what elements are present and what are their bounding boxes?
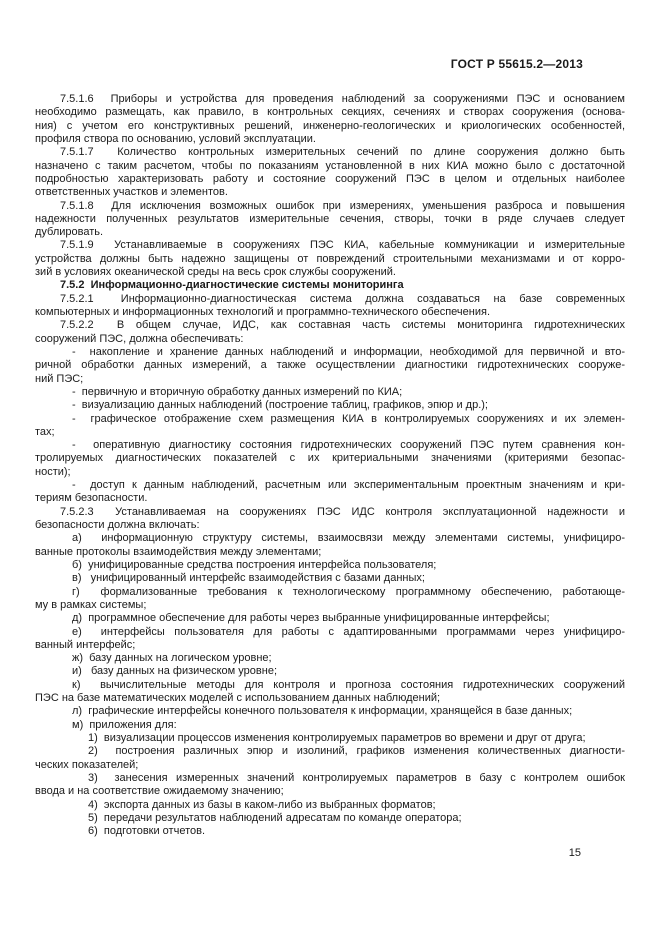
text-line: компьютерных и информационных технологий и программно-технического обеспечения. (35, 306, 490, 318)
list-item: е) интерфейсы пользователя для работы с адаптированными программами через унифициро- (72, 625, 625, 638)
text-line: назначено с таким расчетом, чтобы по показаниям установленной в них КИА можно было с достаточной (35, 159, 625, 172)
sub-list-item: 4) экспорта данных из базы в каком-либо из выбранных форматов; (88, 798, 436, 811)
text-line: ответственных участков и элементов. (35, 186, 228, 199)
list-item: в) унифицированный интерфейс взаимодействия с базами данных; (72, 572, 425, 585)
text-line: му в рамках системы; (35, 598, 147, 611)
sub-list-item: 3) занесения измеренных значений контролируемых параметров в базу с контролем ошибок (88, 771, 625, 784)
sub-list-item: 2) построения различных эпюр и изолиний, графиков изменения количественных диагности- (88, 745, 625, 758)
text-line: профиля створа по основанию, условий эксплуатации. (35, 132, 316, 145)
text-line: тролируемых диагностических показателей с их критериальными значениями (критериями безопас- (35, 452, 625, 465)
list-item: а) информационную структуру системы, взаимосвязи между элементами системы, унифициро- (72, 532, 625, 545)
list-item: г) формализованные требования к технологическому программному обеспечению, работающе- (72, 585, 625, 598)
text-line: ричной обработки данных измерений, а также осуществлении диагностики гидротехнических сооруже- (35, 359, 625, 372)
sub-list-item: 5) передачи результатов наблюдений адресатам по команде оператора; (88, 811, 462, 824)
text-line: ния) с учетом его конструктивных решений, инженерно-геологических и криологических особенностей, (35, 119, 625, 132)
text-line: 7.5.1.6 Приборы и устройства для проведения наблюдений за сооружениями ПЭС и основанием (60, 93, 625, 105)
list-item: л) графические интерфейсы конечного пользователя к информации, хранящейся в базе данных; (72, 705, 573, 718)
list-item: д) программное обеспечение для работы через выбранные унифицированные интерфейсы; (72, 612, 550, 625)
text-line: необходимо размещать, как правило, в контрольных секциях, сечениях и створах сооружения (основа- (35, 106, 625, 119)
list-item: - доступ к данным наблюдений, расчетным или экспериментальным проектным значениям и кри- (72, 479, 625, 492)
list-item: к) вычислительные методы для контроля и прогноза состояния гидротехнических сооружений (72, 678, 625, 691)
text-line: ности); (35, 465, 71, 478)
text-line: 7.5.1.7 Количество контрольных измерительных сечений по длине сооружения должно быть (60, 146, 625, 159)
running-header: ГОСТ Р 55615.2—2013 (450, 57, 583, 71)
list-item: - первичную и вторичную обработку данных измерений по КИА; (72, 385, 403, 398)
sub-list-item: 1) визуализации процессов изменения контролируемых параметров во времени и друг от друга; (88, 732, 586, 744)
list-item: м) приложения для: (72, 718, 177, 731)
text-line: 7.5.2.2 В общем случае, ИДС, как составная часть системы мониторинга гидротехнических (60, 319, 625, 332)
text-line: 7.5.2.1 Информационно-диагностическая система должна создаваться на базе современных (60, 292, 625, 305)
text-line: ванные протоколы взаимодействия между элементами; (35, 545, 322, 558)
list-item: - визуализацию данных наблюдений (построение таблиц, графиков, эпюр и др.); (72, 399, 488, 412)
text-line: ПЭС на базе математических моделей с использованием данных наблюдений; (35, 692, 441, 705)
list-item: и) базу данных на физическом уровне; (72, 665, 277, 678)
list-item: - оперативную диагностику состояния гидротехнических сооружений ПЭС путем сравнения кон- (72, 439, 625, 452)
text-line: подробностью характеризовать работу и состояние сооружений ПЭС в целом и отдельных наиболее (35, 172, 625, 185)
list-item: - графическое отображение схем размещения КИА в контролируемых сооружениях и их элемен- (72, 412, 625, 425)
text-line: дублировать. (35, 226, 104, 239)
text-line: 7.5.2.3 Устанавливаемая на сооружениях ПЭС ИДС контроля эксплуатационной надежности и (60, 505, 625, 518)
text-line: ческих показателей; (35, 758, 139, 771)
text-line: 7.5.1.8 Для исключения возможных ошибок при измерениях, уменьшения разброса и повышения (60, 199, 625, 212)
list-item: - накопление и хранение данных наблюдений и информации, необходимой для первичной и вто- (72, 345, 625, 358)
text-line: ввода и на соответствие ожидаемому значению; (35, 785, 284, 798)
section-heading: 7.5.2 Информационно-диагностические системы мониторинга (60, 279, 404, 292)
text-line: тах; (35, 425, 55, 438)
document-body (35, 93, 625, 839)
text-line: зий в условиях океанической среды на весь срок службы сооружений. (35, 266, 396, 279)
text-line: ний ПЭС; (35, 372, 84, 385)
text-line: надежности полученных результатов измерительные сечения, створы, точки в ряде случаев следует (35, 212, 625, 225)
text-line: 7.5.1.9 Устанавливаемые в сооружениях ПЭС КИА, кабельные коммуникации и измерительные (60, 239, 625, 252)
text-line: устройства должны быть надежно защищены от повреждений строительными механизмами и от корро- (35, 252, 625, 265)
list-item: б) унифицированные средства построения интерфейса пользователя; (72, 558, 437, 571)
list-item: ж) базу данных на логическом уровне; (72, 652, 272, 665)
text-line: ванный интерфейс; (35, 638, 136, 651)
text-line: териям безопасности. (35, 492, 148, 505)
sub-list-item: 6) подготовки отчетов. (88, 825, 206, 838)
text-line: безопасности должна включать: (35, 519, 200, 531)
text-line: сооружений ПЭС, должна обеспечивать: (35, 332, 244, 345)
page-number: 15 (568, 847, 581, 859)
